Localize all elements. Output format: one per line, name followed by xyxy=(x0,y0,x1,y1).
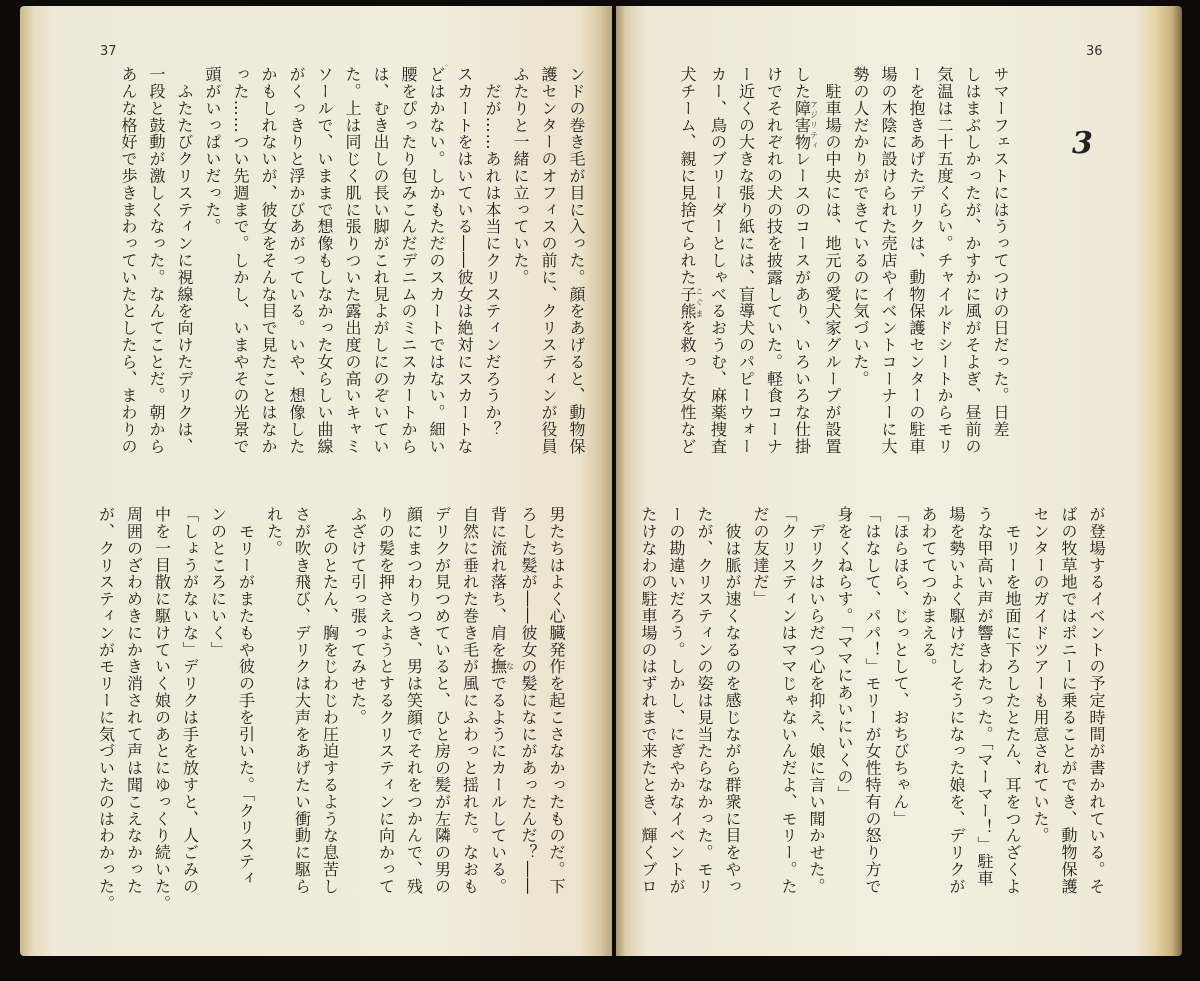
ruby-reading: こぐま xyxy=(695,285,704,320)
text-line xyxy=(930,66,958,481)
text-segment: 護センターのオフィスの前に、クリスティンが役員 xyxy=(539,66,558,455)
text-segment: センターのガイドツアーも用意されていた。 xyxy=(1031,506,1050,844)
ruby-annotation xyxy=(678,285,704,320)
text-segment: 場の木陰に設けられた売店やイベントコーナーに大 xyxy=(879,66,898,455)
text-line xyxy=(428,506,456,921)
text-line xyxy=(818,66,846,481)
text-line xyxy=(802,506,830,921)
text-line xyxy=(372,506,400,921)
text-line xyxy=(450,66,478,481)
ruby-base: 撫 xyxy=(488,658,508,676)
text-line xyxy=(830,506,858,921)
text-segment: あんな格好で歩きまわっていたとしたら、まわりの xyxy=(119,66,138,455)
text-segment: 男たちはよく心臓発作を起こさなかったものだ。下 xyxy=(547,506,566,895)
text-segment: ー近くの大きな張り紙には、盲導犬のパピーウォー xyxy=(736,66,756,455)
text-line xyxy=(998,506,1026,921)
text-segment: 勢の人だかりができているのに気づいた。 xyxy=(851,66,870,388)
text-segment: りの髪を押さえようとするクリスティンに向かって xyxy=(376,506,396,895)
text-segment: が登場するイベントの予定時間が書かれている。そ xyxy=(1087,506,1106,895)
text-line xyxy=(970,506,998,921)
text-segment: 腰をぴったり包みこんだデニムのミニスカートから xyxy=(399,66,418,455)
text-line xyxy=(634,506,662,921)
text-segment: モリーがまたもや彼の手を引いた。「クリスティ xyxy=(236,506,256,887)
text-line xyxy=(114,66,142,481)
text-line xyxy=(282,66,310,481)
text-line xyxy=(338,66,366,481)
text-line xyxy=(366,66,394,481)
text-line xyxy=(788,66,819,481)
text-line xyxy=(204,506,232,921)
text-line xyxy=(394,66,422,481)
text-segment: デリクはいらだつ心を抑え、娘に言い聞かせた。 xyxy=(807,506,826,895)
text-segment: ーを抱きあげたデリクは、動物保護センターの駐車 xyxy=(907,66,926,455)
right-book-page xyxy=(616,6,1182,956)
text-segment: サマーフェストにはうってつけの日だった。日差 xyxy=(991,66,1010,438)
text-block-top xyxy=(673,66,1014,481)
text-segment: ンドの巻き毛が目に入った。顔をあげると、動物保 xyxy=(567,66,586,455)
text-line xyxy=(514,506,542,921)
text-line xyxy=(92,506,120,921)
text-segment: は、むき出しの長い脚がこれ見よがしにのぞいてい xyxy=(371,66,390,455)
text-segment: が、クリスティンがモリーに気づいたのはわかった。 xyxy=(96,506,116,912)
text-line xyxy=(732,66,760,481)
text-segment: 場を勢いよく駆けだしそうになった娘を、デリクが xyxy=(947,506,966,895)
text-line xyxy=(942,506,970,921)
text-segment: どはかない。しかもただのスカートではない。細い xyxy=(427,66,446,455)
text-line xyxy=(198,66,226,481)
text-line xyxy=(774,506,802,921)
ruby-base: 子熊 xyxy=(678,285,697,320)
text-segment: でるようにカールしている。 xyxy=(488,675,508,895)
text-line xyxy=(484,506,515,921)
text-line xyxy=(316,506,344,921)
text-block-bottom xyxy=(634,506,1110,921)
text-segment: れた。 xyxy=(264,506,284,557)
text-segment: モリーを地面に下ろしたとたん、耳をつんざくよ xyxy=(1003,506,1022,895)
text-segment: 「クリスティンはママじゃないんだよ、モリー。た xyxy=(779,506,798,895)
ruby-reading: な xyxy=(505,658,515,676)
text-line xyxy=(120,506,148,921)
text-segment: あわててつかまえる。 xyxy=(919,506,938,675)
text-segment: そのとたん、胸をじわじわ圧迫するような息苦し xyxy=(320,506,340,895)
text-segment: けでそれぞれの犬の技を披露していた。軽食コーナ xyxy=(764,66,784,455)
text-line xyxy=(1082,506,1110,921)
text-segment: 犬チーム、親に見捨てられた xyxy=(678,66,697,286)
text-segment: だが……あれは本当にクリスティンだろうか？ xyxy=(483,66,502,438)
text-segment: だの友達だ」 xyxy=(751,506,770,608)
text-line xyxy=(886,506,914,921)
text-line xyxy=(958,66,986,481)
text-line xyxy=(690,506,718,921)
text-line xyxy=(858,506,886,921)
text-segment: たけなわの駐車場のはずれまで来たとき、輝くブロ xyxy=(639,506,658,895)
ruby-annotation xyxy=(792,99,819,151)
text-line xyxy=(760,66,788,481)
text-segment: 周囲のざわめきにかき消されて声は聞こえなかった xyxy=(124,506,144,895)
text-line xyxy=(148,506,176,921)
text-segment: ンのところにいく」 xyxy=(208,506,228,659)
text-line xyxy=(542,506,570,921)
text-segment: 身をくねらす。「ママにあいにいくの」 xyxy=(835,506,854,803)
text-line xyxy=(142,66,170,481)
text-segment: デリクが見つめていると、ひと房の髪が左隣の男の xyxy=(432,506,452,895)
text-segment: 背に流れ落ち、肩を xyxy=(488,506,508,659)
text-segment: ふたたびクリスティンに視線を向けたデリクは、 xyxy=(175,66,194,455)
text-segment: 頭がいっぱいだった。 xyxy=(203,66,222,235)
text-line xyxy=(422,66,450,481)
text-line xyxy=(226,66,254,481)
left-book-page xyxy=(20,6,612,956)
text-segment: ろした髪が――彼女の髪になにがあったんだ？―― xyxy=(519,506,538,895)
ruby-base: 障害物 xyxy=(792,99,812,151)
text-segment: 気温は二十五度くらい。チャイルドシートからモリ xyxy=(935,66,954,455)
text-line xyxy=(400,506,428,921)
text-segment: た。上は同じく肌に張りついた露出度の高いキャミ xyxy=(343,66,362,455)
text-segment: かもしれないが、彼女をそんな目で見たことはなか xyxy=(259,66,278,455)
page-number: 37 xyxy=(100,44,117,59)
text-line xyxy=(478,66,506,481)
text-line xyxy=(562,66,590,481)
text-line xyxy=(176,506,204,921)
text-line xyxy=(254,66,282,481)
text-segment: レースのコースがあり、いろいろな仕掛 xyxy=(792,150,812,455)
text-segment: 中を一目散に駆けていく娘のあとにゆっくり続いた。 xyxy=(152,506,172,912)
text-segment: カー、鳥のブリーダーとしゃべるおうむ、麻薬捜査 xyxy=(708,66,728,455)
text-line xyxy=(914,506,942,921)
text-block-top xyxy=(114,66,590,481)
text-segment: を救った女性など xyxy=(678,319,697,455)
text-segment: ソールで、いままで想像もしなかった女らしい曲線 xyxy=(315,66,334,455)
text-line xyxy=(344,506,372,921)
text-line xyxy=(874,66,902,481)
text-line xyxy=(704,66,732,481)
text-segment: 駐車場の中央には、地元の愛犬家グループが設置 xyxy=(823,66,842,455)
text-line xyxy=(902,66,930,481)
text-segment: った……つい先週まで。しかし、いまやその光景で xyxy=(231,66,250,455)
text-line xyxy=(170,66,198,481)
text-segment: ふたりと一緒に立っていた。 xyxy=(511,66,530,286)
text-block-bottom xyxy=(92,506,571,921)
text-segment: ーの勘違いだろう。しかし、にぎやかなイベントが xyxy=(667,506,686,895)
text-segment: さが吹き飛び、デリクは大声をあげたい衝動に駆ら xyxy=(292,506,312,895)
text-line xyxy=(846,66,874,481)
text-segment: ふざけて引っ張ってみせた。 xyxy=(348,506,368,726)
text-line xyxy=(456,506,484,921)
text-line xyxy=(534,66,562,481)
text-segment: 「しょうがないな」デリクは手を放すと、人ごみの xyxy=(180,506,200,895)
text-line xyxy=(662,506,690,921)
text-segment: 顔にまつわりつき、男は笑顔でそれをつかんで、残 xyxy=(404,506,424,895)
text-segment: 一段と鼓動が激しくなった。なんてことだ。朝から xyxy=(147,66,166,455)
text-segment: しはまぶしかったが、かすかに風がそよぎ、昼前の xyxy=(963,66,982,455)
text-segment: 「ほらほら、じっとして、おちびちゃん」 xyxy=(891,506,910,828)
text-line xyxy=(718,506,746,921)
text-line xyxy=(288,506,316,921)
text-segment: 彼は脈が速くなるのを感じながら群衆に目をやっ xyxy=(723,506,742,895)
ruby-annotation xyxy=(488,658,515,676)
text-segment: ばの牧草地ではポニーに乗ることができ、動物保護 xyxy=(1059,506,1078,895)
page-number: 36 xyxy=(1086,44,1103,59)
text-line xyxy=(1054,506,1082,921)
text-line xyxy=(232,506,260,921)
text-segment: たが、クリスティンの姿は見当たらなかった。モリ xyxy=(695,506,714,895)
text-segment: した xyxy=(792,66,812,100)
text-line xyxy=(506,66,534,481)
text-line xyxy=(673,66,704,481)
text-line xyxy=(986,66,1014,481)
text-line xyxy=(260,506,288,921)
text-line xyxy=(310,66,338,481)
text-segment: 「はなして、パパ！」モリーが女性特有の怒り方で xyxy=(863,506,882,895)
chapter-number: 3 xyxy=(1072,126,1093,161)
ruby-reading: アジリティ xyxy=(809,99,819,151)
text-segment: うな甲高い声が響きわたった。「マーマー！」駐車 xyxy=(975,506,994,887)
text-line xyxy=(1026,506,1054,921)
text-line xyxy=(746,506,774,921)
text-segment: 自然に垂れた巻き毛が風にふわっと揺れた。なおも xyxy=(460,506,480,895)
text-segment: スカートをはいている――彼女は絶対にスカートな xyxy=(455,66,474,455)
text-segment: がくっきりと浮かびあがっている。いや、想像した xyxy=(287,66,306,455)
